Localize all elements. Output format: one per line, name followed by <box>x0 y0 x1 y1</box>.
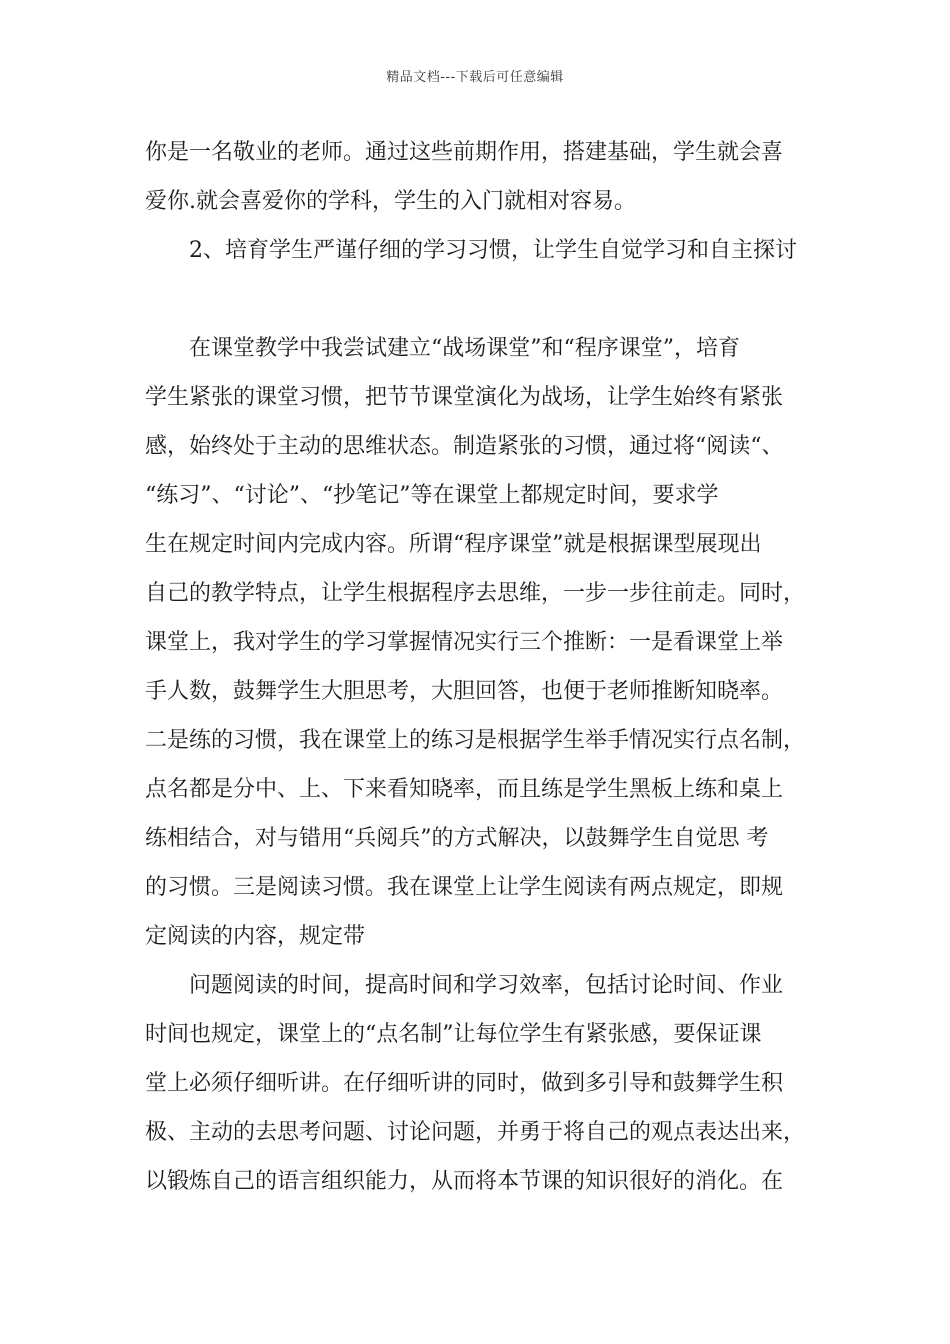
text-line: 时间也规定，课堂上的“点名制”让每位学生有紧张感，要保证课 <box>145 1022 762 1047</box>
text-line: 极、主动的去思考问题、讨论问题，并勇于将自己的观点表达出来， <box>145 1120 806 1145</box>
page-header: 精品文档---下载后可任意编辑 <box>386 70 564 85</box>
text-line: 学生紧张的课堂习惯，把节节课堂演化为战场，让学生始终有紧张 <box>145 385 784 410</box>
text-line: 手人数，鼓舞学生大胆思考，大胆回答，也便于老师推断知晓率。 <box>145 679 784 704</box>
text-line: “练习”、“讨论”、“抄笔记”等在课堂上都规定时间，要求学 <box>145 483 719 508</box>
text-line: 课堂上，我对学生的学习掌握情况实行三个推断：一是看课堂上举 <box>145 630 784 655</box>
text-line: 练相结合，对与错用“兵阅兵”的方式解决，以鼓舞学生自觉思 考 <box>145 826 769 851</box>
document-body <box>145 128 820 1206</box>
text-line: 的习惯。三是阅读习惯。我在课堂上让学生阅读有两点规定，即规 <box>145 875 784 900</box>
text-line: 自己的教学特点，让学生根据程序去思维，一步一步往前走。同时， <box>145 581 806 606</box>
paragraph-start: 问题阅读的时间，提高时间和学习效率，包括讨论时间、作业 <box>189 973 784 998</box>
blank-gap <box>145 275 820 324</box>
text-line: 感，始终处于主动的思维状态。制造紧张的习惯，通过将“阅读“、 <box>145 434 784 459</box>
section-heading: 2、培育学生严谨仔细的学习习惯，让学生自觉学习和自主探讨 <box>189 238 797 263</box>
text-line: 堂上必须仔细听讲。在仔细听讲的同时，做到多引导和鼓舞学生积 <box>145 1071 784 1096</box>
text-line: 二是练的习惯，我在课堂上的练习是根据学生举手情况实行点名制， <box>145 728 806 753</box>
text-line: 点名都是分中、上、下来看知晓率，而且练是学生黑板上练和桌上 <box>145 777 784 802</box>
text-line: 爱你.就会喜爱你的学科，学生的入门就相对容易。 <box>145 189 636 214</box>
paragraph-start: 在课堂教学中我尝试建立“战场课堂”和“程序课堂”，培育 <box>189 336 740 361</box>
text-line: 定阅读的内容，规定带 <box>145 924 366 949</box>
text-line: 生在规定时间内完成内容。所谓“程序课堂”就是根据课型展现出 <box>145 532 762 557</box>
text-line: 以锻炼自己的语言组织能力，从而将本节课的知识很好的消化。在 <box>145 1169 784 1194</box>
text-line: 你是一名敬业的老师。通过这些前期作用，搭建基础，学生就会喜 <box>145 140 784 165</box>
